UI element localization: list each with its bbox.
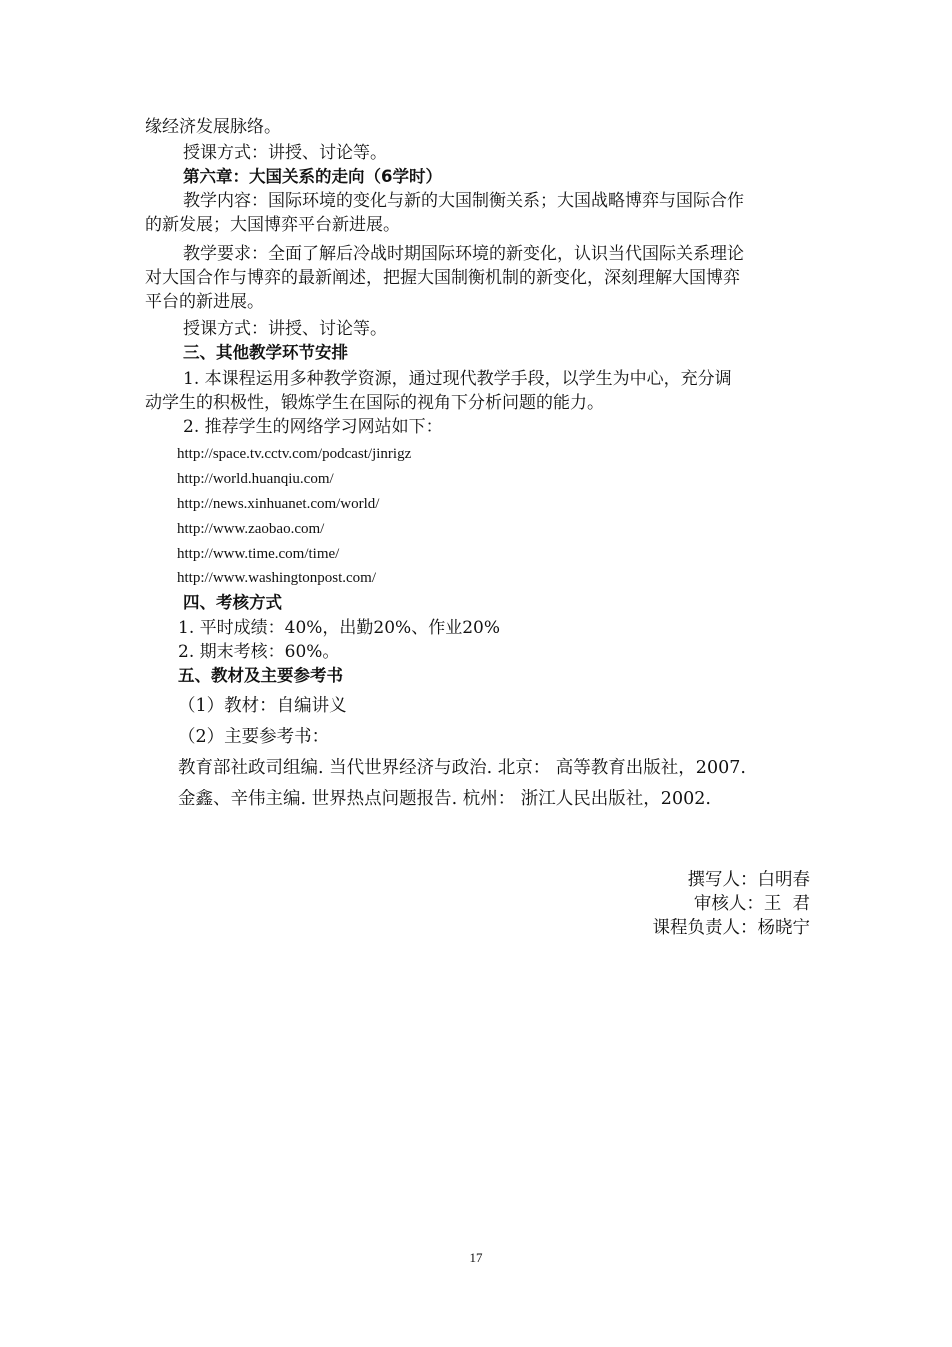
- textbook-item: （1）教材：自编讲义: [178, 696, 347, 716]
- teaching-requirement-line: 教学要求：全面了解后冷战时期国际环境的新变化，认识当代国际关系理论: [183, 244, 744, 264]
- course-owner-signature: 课程负责人：杨晓宁: [652, 918, 810, 938]
- teaching-method-line: 授课方式：讲授、讨论等。: [183, 319, 387, 339]
- assessment-item: 1. 平时成绩：40%，出勤20%、作业20%: [178, 618, 500, 638]
- teaching-content-line: 教学内容：国际环境的变化与新的大国制衡关系；大国战略博弈与国际合作: [183, 191, 744, 211]
- section-heading: 五、教材及主要参考书: [178, 666, 343, 685]
- paragraph-line: 2. 推荐学生的网络学习网站如下：: [183, 417, 443, 437]
- textbook-item: （2）主要参考书：: [178, 727, 330, 747]
- paragraph-line: 平台的新进展。: [145, 292, 264, 312]
- teaching-method-line: 授课方式：讲授、讨论等。: [183, 143, 387, 163]
- reviewer-signature: 审核人：王 君: [693, 894, 810, 914]
- reference-entry: 金鑫、辛伟主编. 世界热点问题报告. 杭州： 浙江人民出版社，2002.: [178, 789, 711, 809]
- chapter-heading: 第六章：大国关系的走向（6学时）: [183, 167, 442, 186]
- paragraph-line: 1. 本课程运用多种教学资源，通过现代教学手段，以学生为中心，充分调: [183, 369, 732, 389]
- website-link[interactable]: http://space.tv.cctv.com/podcast/jinrigz: [177, 446, 412, 462]
- assessment-item: 2. 期末考核：60%。: [178, 642, 340, 662]
- paragraph-line: 动学生的积极性，锻炼学生在国际的视角下分析问题的能力。: [145, 393, 604, 413]
- writer-signature: 撰写人：白明春: [687, 870, 810, 890]
- website-link[interactable]: http://www.zaobao.com/: [177, 521, 325, 537]
- paragraph-line: 对大国合作与博弈的最新阐述，把握大国制衡机制的新变化，深刻理解大国博弈: [145, 268, 740, 288]
- section-heading: 三、其他教学环节安排: [183, 343, 348, 362]
- website-link[interactable]: http://news.xinhuanet.com/world/: [177, 496, 380, 512]
- website-link[interactable]: http://www.washingtonpost.com/: [177, 570, 377, 586]
- website-link[interactable]: http://www.time.com/time/: [177, 546, 340, 562]
- reference-entry: 教育部社政司组编. 当代世界经济与政治. 北京： 高等教育出版社，2007.: [178, 758, 746, 778]
- paragraph-line: 缘经济发展脉络。: [145, 117, 281, 137]
- page-number: 17: [469, 1250, 483, 1265]
- paragraph-line: 的新发展；大国博弈平台新进展。: [145, 215, 400, 235]
- website-link[interactable]: http://world.huanqiu.com/: [177, 471, 334, 487]
- section-heading: 四、考核方式: [183, 593, 282, 612]
